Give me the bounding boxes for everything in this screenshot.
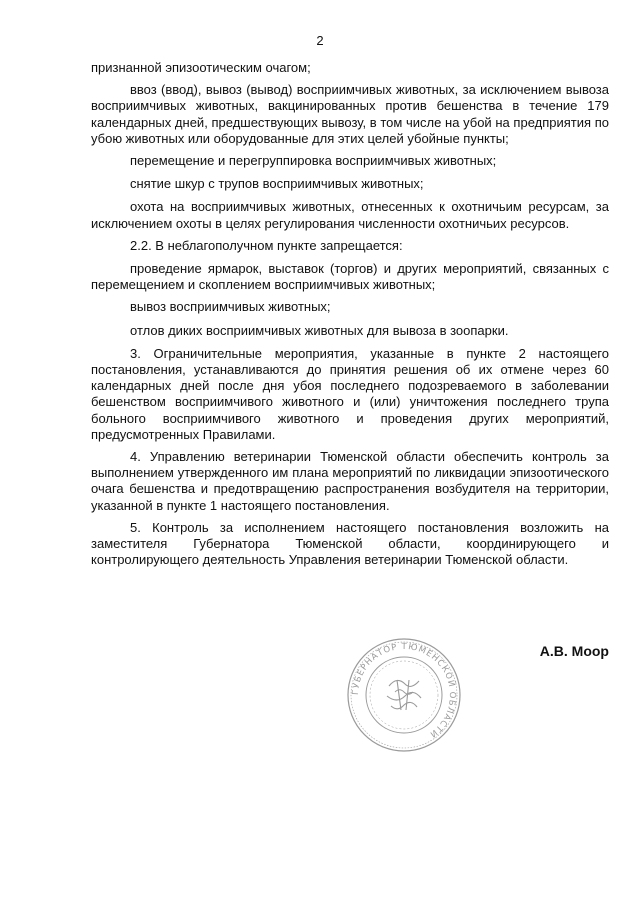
paragraph: 2.2. В неблагополучном пункте запрещается: — [130, 237, 403, 253]
paragraph: проведение ярмарок, выставок (торгов) и других мероприятий, связанных с перемещением и скоплением восприимчивых животных; — [91, 261, 609, 293]
paragraph: отлов диких восприимчивых животных для вывоза в зоопарки. — [130, 322, 509, 338]
paragraph: 4. Управлению ветеринарии Тюменской области обеспечить контроль за выполнением утвержденного им плана мероприятий по ликвидации эпизоотического очага бешенства и предотвращению распространения возбудителя на территории, указанной в пункте 1 настоящего постановления. — [91, 449, 609, 513]
paragraph: охота на восприимчивых животных, отнесенных к охотничьим ресурсам, за исключением охоты в целях регулирования численности охотничьих ресурсов. — [91, 199, 609, 231]
paragraph: признанной эпизоотическим очагом; — [91, 60, 311, 75]
signature-name: А.В. Моор — [539, 643, 609, 659]
paragraph: 3. Ограничительные мероприятия, указанные в пункте 2 настоящего постановления, устанавливаются до принятия решения об их отмене через 60 календарных дней после дня убоя последнего подозреваемого в заболевании бешенством восприимчивого животного и (или) уничтожения последнего трупа больного восприимчивого животного и проведения других мероприятий, предусмотренных Правилами. — [91, 345, 609, 442]
paragraph: снятие шкур с трупов восприимчивых животных; — [130, 176, 424, 192]
paragraph: перемещение и перегруппировка восприимчивых животных; — [130, 153, 497, 169]
paragraph: ввоз (ввод), вывоз (вывод) восприимчивых животных, за исключением вывоза восприимчивых животных, вакцинированных против бешенства в течение 179 календарных дней, предшествующих вывозу, в том числе на убой на предприятия по убою животных или оборудованные для этих целей убойные пункты; — [91, 82, 609, 146]
page-number: 2 — [316, 33, 324, 48]
document-body — [91, 60, 609, 574]
seal-text: ГУБЕРНАТОР ТЮМЕНСКОЙ ОБЛАСТИ — [350, 641, 458, 740]
official-seal-icon — [345, 636, 463, 754]
paragraph: вывоз восприимчивых животных; — [130, 299, 331, 315]
paragraph: 5. Контроль за исполнением настоящего постановления возложить на заместителя Губернатора Тюменской области, координирующего и контролирующего деятельность Управления ветеринарии Тюменской области. — [91, 519, 609, 568]
